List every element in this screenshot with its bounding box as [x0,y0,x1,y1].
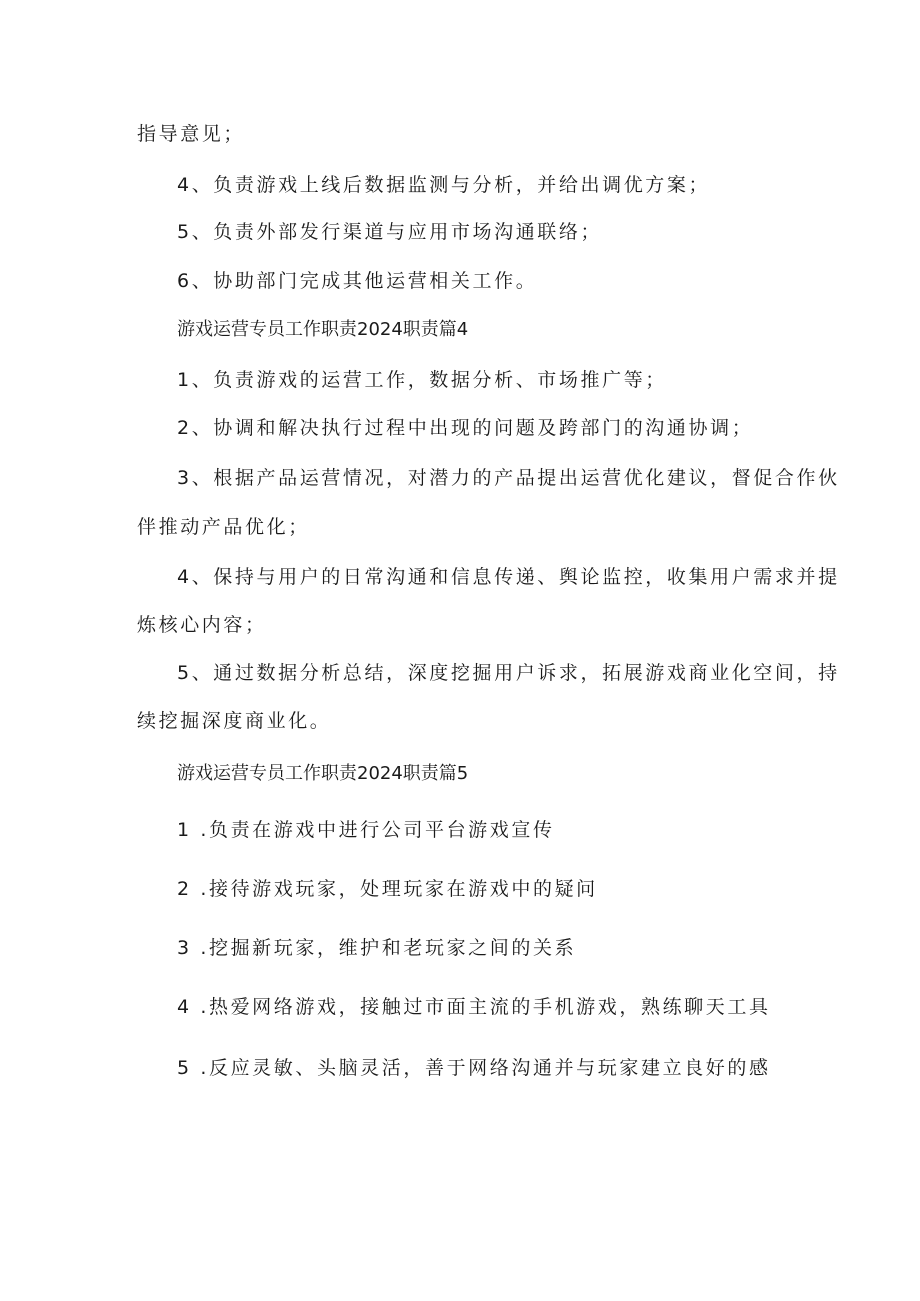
list-item: 4 .热爱网络游戏，接触过市面主流的手机游戏，熟练聊天工具 [177,996,771,1018]
list-item: 5 .反应灵敏、头脑灵活，善于网络沟通并与玩家建立良好的感 [177,1057,771,1079]
paragraph-line: 指导意见； [137,123,246,145]
list-item: 1 .负责在游戏中进行公司平台游戏宣传 [177,819,555,841]
list-item: 1、负责游戏的运营工作，数据分析、市场推广等； [177,369,667,391]
list-item: 5、负责外部发行渠道与应用市场沟通联络； [177,221,603,243]
list-item: 6、协助部门完成其他运营相关工作。 [177,270,538,292]
list-item: 4、保持与用户的日常沟通和信息传递、舆论监控，收集用户需求并提 [177,566,840,588]
section-heading: 游戏运营专员工作职责2024职责篇4 [177,319,469,340]
list-item: 5、通过数据分析总结，深度挖掘用户诉求，拓展游戏商业化空间，持 [177,662,840,684]
list-item: 3、根据产品运营情况，对潜力的产品提出运营优化建议，督促合作伙 [177,467,840,489]
list-item: 3 .挖掘新玩家，维护和老玩家之间的关系 [177,937,577,959]
section-heading: 游戏运营专员工作职责2024职责篇5 [177,763,469,784]
paragraph-line: 炼核心内容； [137,614,267,636]
list-item: 4、负责游戏上线后数据监测与分析，并给出调优方案； [177,174,711,196]
paragraph-line: 伴推动产品优化； [137,516,310,538]
list-item: 2、协调和解决执行过程中出现的问题及跨部门的沟通协调； [177,417,754,439]
paragraph-line: 续挖掘深度商业化。 [137,710,332,732]
list-item: 2 .接待游戏玩家，处理玩家在游戏中的疑问 [177,878,598,900]
